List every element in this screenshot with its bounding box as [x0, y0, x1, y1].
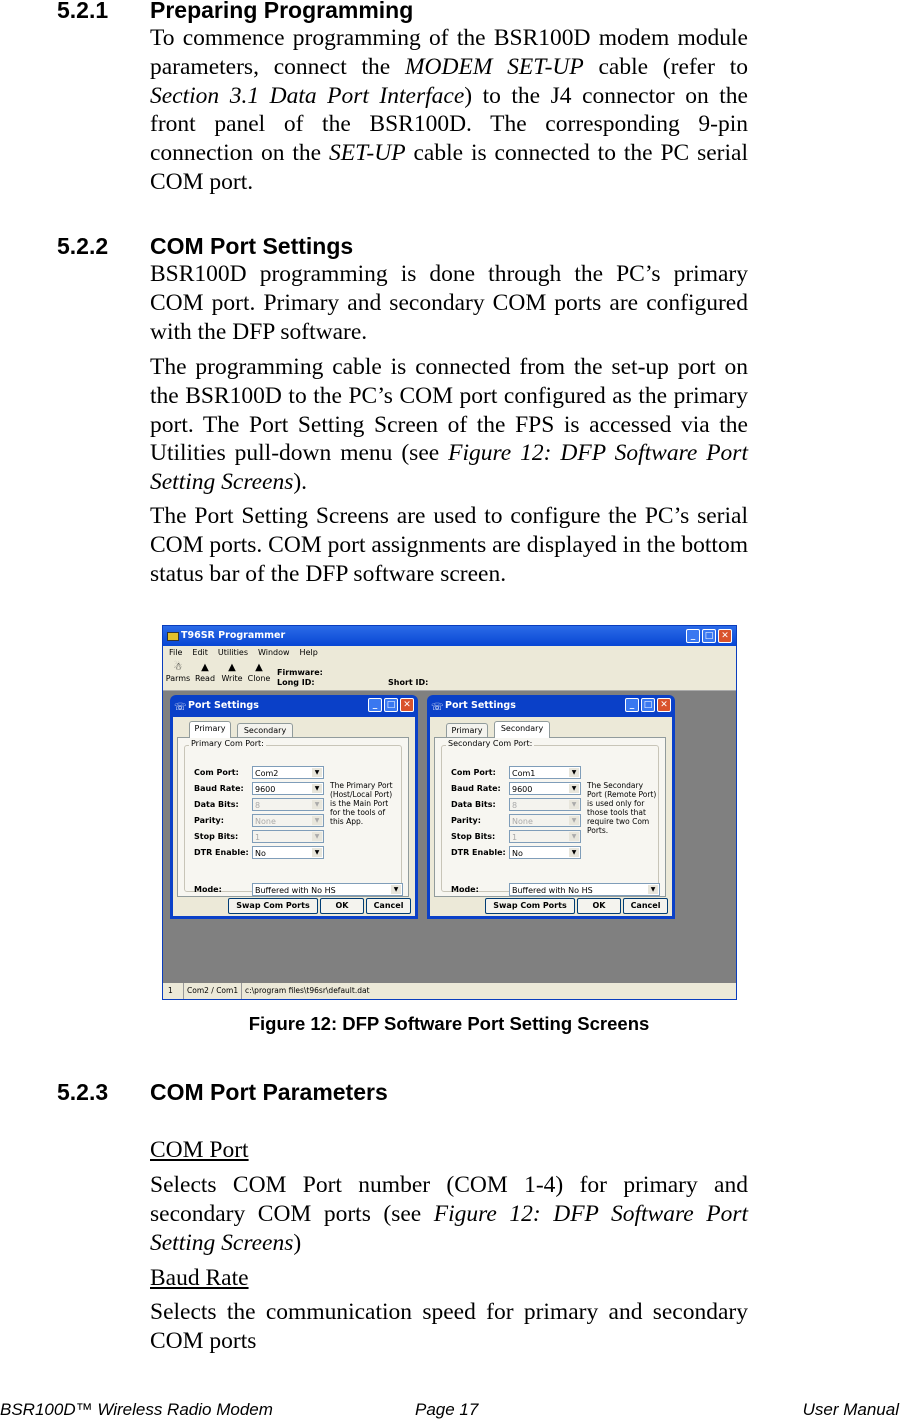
dialog-title: Port Settings [188, 700, 259, 711]
mode-value: Buffered with No HS [512, 886, 593, 895]
field-select[interactable] [252, 766, 324, 779]
field-value: 1 [255, 833, 261, 842]
long-id-label: Long ID: [277, 678, 315, 687]
menu-utilities[interactable]: Utilities [217, 648, 248, 657]
field-select[interactable] [509, 814, 581, 827]
mode-select[interactable] [509, 883, 660, 896]
mode-select[interactable] [252, 883, 403, 896]
field-select[interactable] [509, 766, 581, 779]
port-icon: ☏ [174, 702, 187, 713]
menu-window[interactable]: Window [258, 648, 290, 657]
field-label: Com Port: [451, 768, 496, 777]
radio-read-icon: ▲ [201, 662, 209, 673]
mode-label: Mode: [451, 885, 479, 894]
paragraph-com-settings-1 [150, 260, 748, 346]
chevron-down-icon: ▼ [312, 800, 322, 809]
section-number: 5.2.3 [57, 1079, 109, 1105]
swap-com-ports-button[interactable]: Swap Com Ports [485, 898, 575, 914]
close-icon[interactable]: ✕ [400, 698, 414, 712]
toolbar-clone[interactable] [246, 662, 272, 683]
italic-reference: Figure 12: DFP Software Port Setting Screens [150, 1200, 748, 1256]
toolbar-read[interactable] [192, 662, 218, 683]
field-label: Parity: [451, 816, 481, 825]
field-label: Stop Bits: [194, 832, 239, 841]
field-select[interactable] [252, 814, 324, 827]
field-value: No [255, 849, 266, 858]
chevron-down-icon: ▼ [648, 885, 658, 894]
footer-doc-type: User Manual [802, 1400, 899, 1419]
section-number: 5.2.1 [57, 0, 109, 23]
field-select[interactable] [509, 830, 581, 843]
figure-screenshot [162, 625, 737, 1000]
figure-caption: Figure 12: DFP Software Port Setting Screens [248, 1013, 650, 1034]
field-label: DTR Enable: [194, 848, 249, 857]
chevron-down-icon: ▼ [569, 784, 579, 793]
field-select[interactable] [252, 798, 324, 811]
dialog-title-bar [170, 695, 418, 717]
app-title: T96SR Programmer [181, 630, 286, 641]
field-value: None [512, 817, 533, 826]
tab-primary[interactable]: Primary [446, 723, 488, 738]
toolbar-parms[interactable] [165, 662, 191, 683]
section-title: COM Port Settings [150, 233, 354, 259]
param-heading-baud-rate: Baud Rate [150, 1265, 249, 1291]
chevron-down-icon: ▼ [569, 848, 579, 857]
app-icon [167, 632, 179, 641]
maximize-icon[interactable]: □ [384, 698, 398, 712]
field-select[interactable] [509, 782, 581, 795]
parms-icon: ☃ [173, 662, 183, 673]
tab-secondary[interactable]: Secondary [494, 721, 550, 738]
field-select[interactable] [509, 846, 581, 859]
field-select[interactable] [252, 782, 324, 795]
group-label: Secondary Com Port: [448, 739, 533, 748]
field-value: 8 [255, 801, 261, 810]
field-value: 8 [512, 801, 518, 810]
toolbar-label: Clone [247, 674, 271, 683]
cancel-button[interactable]: Cancel [366, 898, 411, 914]
radio-clone-icon: ▲ [255, 662, 263, 673]
italic-reference: MODEM SET-UP [404, 53, 584, 80]
field-label: Com Port: [194, 768, 239, 777]
dialog-title: Port Settings [445, 700, 516, 711]
tab-secondary[interactable]: Secondary [237, 723, 293, 738]
dialog-title-bar [427, 695, 675, 717]
chevron-down-icon: ▼ [312, 816, 322, 825]
close-icon[interactable]: ✕ [657, 698, 671, 712]
italic-reference: Section 3.1 Data Port Interface [150, 82, 465, 109]
field-label: DTR Enable: [451, 848, 506, 857]
paragraph-com-settings-2 [150, 353, 748, 497]
field-label: Stop Bits: [451, 832, 496, 841]
menu-file[interactable]: File [169, 648, 183, 657]
cancel-button[interactable]: Cancel [623, 898, 668, 914]
tab-primary[interactable]: Primary [189, 721, 231, 738]
toolbar-label: Read [194, 674, 216, 683]
maximize-icon[interactable]: □ [641, 698, 655, 712]
field-label: Data Bits: [194, 800, 239, 809]
footer-page-number: Page 17 [415, 1400, 479, 1419]
field-label: Parity: [194, 816, 224, 825]
text-segment: To commence programming of the BSR100D modem module parameters, connect the [150, 25, 748, 80]
text-segment: Selects COM Port number (COM 1-4) for primary and secondary COM ports (see [150, 1172, 748, 1227]
status-com-ports: Com2 / Com1 [183, 983, 238, 999]
swap-com-ports-button[interactable]: Swap Com Ports [228, 898, 318, 914]
field-select[interactable] [509, 798, 581, 811]
port-icon: ☏ [431, 702, 444, 713]
maximize-icon[interactable]: □ [702, 629, 716, 643]
text-segment: ) to the J4 connector on the front panel of the BSR100D. The corresponding 9-pin connection on the [150, 82, 748, 167]
section-title: Preparing Programming [150, 0, 414, 23]
toolbar-write[interactable] [219, 662, 245, 683]
port-description: The Secondary Port (Remote Port) is used only for those tools that require two Com Ports. [587, 781, 657, 835]
paragraph-com-port [150, 1171, 748, 1257]
group-label: Primary Com Port: [191, 739, 264, 748]
ok-button[interactable]: OK [577, 898, 621, 914]
port-settings-dialog [170, 695, 418, 919]
text-segment: cable (refer to [583, 53, 748, 80]
text-segment: The programming cable is connected from the set-up port on the BSR100D to the PC’s COM port configured as the primary port. The Port Setting Screen of the FPS is accessed via the Utilities pull-down menu (see [150, 354, 748, 467]
field-value: 1 [512, 833, 518, 842]
param-heading-com-port: COM Port [150, 1137, 249, 1163]
field-select[interactable] [252, 830, 324, 843]
paragraph-com-settings-3 [150, 502, 748, 588]
footer-product: BSR100D™ Wireless Radio Modem [0, 1400, 273, 1419]
chevron-down-icon: ▼ [569, 768, 579, 777]
paragraph-preparing [150, 24, 748, 197]
port-settings-dialog [427, 695, 675, 919]
field-select[interactable] [252, 846, 324, 859]
app-title-bar [163, 626, 736, 646]
field-value: Com2 [255, 769, 279, 778]
text-segment: Selects the communication speed for primary and secondary COM ports [150, 1299, 748, 1354]
menu-edit[interactable]: Edit [192, 648, 208, 657]
port-description: The Primary Port (Host/Local Port) is the Main Port for the tools of this App. [330, 781, 393, 826]
text-segment: ). [293, 469, 308, 496]
chevron-down-icon: ▼ [312, 832, 322, 841]
radio-write-icon: ▲ [228, 662, 236, 673]
status-file-path: c:\program files\t96sr\default.dat [241, 983, 370, 999]
menu-help[interactable]: Help [299, 648, 318, 657]
text-segment: ) [293, 1229, 302, 1256]
field-value: Com1 [512, 769, 536, 778]
field-value: None [255, 817, 276, 826]
minimize-icon[interactable]: _ [625, 698, 639, 712]
mode-label: Mode: [194, 885, 222, 894]
field-label: Data Bits: [451, 800, 496, 809]
chevron-down-icon: ▼ [312, 768, 322, 777]
ok-button[interactable]: OK [320, 898, 364, 914]
short-id-label: Short ID: [388, 678, 429, 687]
toolbar [163, 660, 736, 691]
field-value: 9600 [255, 785, 276, 794]
minimize-icon[interactable]: _ [686, 629, 700, 643]
menu-bar [163, 646, 736, 660]
text-segment: cable is connected to the PC serial COM port. [150, 140, 748, 195]
chevron-down-icon: ▼ [312, 784, 322, 793]
chevron-down-icon: ▼ [391, 885, 401, 894]
italic-reference: Figure 12: DFP Software Port Setting Screens [150, 440, 748, 496]
text-segment: The Port Setting Screens are used to configure the PC’s serial COM ports. COM port assignments are displayed in the bottom status bar of the DFP software screen. [150, 503, 748, 587]
chevron-down-icon: ▼ [312, 848, 322, 857]
mode-value: Buffered with No HS [255, 886, 336, 895]
close-icon[interactable]: ✕ [718, 629, 732, 643]
status-bar [163, 983, 736, 999]
chevron-down-icon: ▼ [569, 800, 579, 809]
minimize-icon[interactable]: _ [368, 698, 382, 712]
italic-reference: SET-UP [329, 140, 406, 167]
field-value: No [512, 849, 523, 858]
status-index: 1 [168, 986, 173, 995]
chevron-down-icon: ▼ [569, 832, 579, 841]
section-title: COM Port Parameters [150, 1079, 388, 1105]
paragraph-baud-rate [150, 1298, 748, 1356]
section-number: 5.2.2 [57, 233, 109, 259]
chevron-down-icon: ▼ [569, 816, 579, 825]
firmware-label: Firmware: [277, 668, 323, 677]
field-label: Baud Rate: [451, 784, 501, 793]
field-label: Baud Rate: [194, 784, 244, 793]
text-segment: BSR100D programming is done through the PC’s primary COM port. Primary and secondary COM ports are configured with the DFP software. [150, 261, 748, 345]
toolbar-label: Write [221, 674, 243, 683]
toolbar-label: Parms [165, 674, 191, 683]
field-value: 9600 [512, 785, 533, 794]
